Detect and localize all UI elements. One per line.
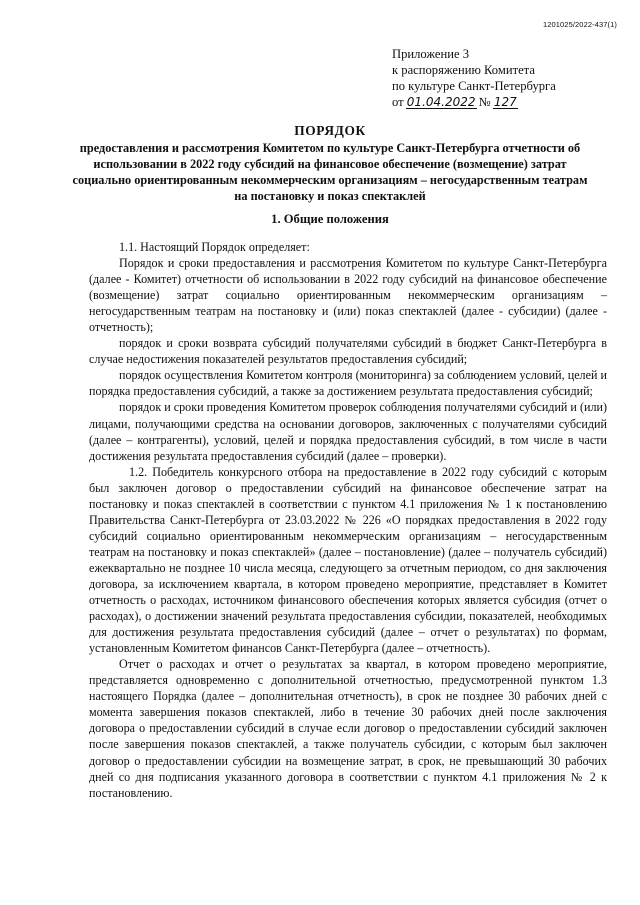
appendix-line-2: к распоряжению Комитета [392,63,535,77]
number-value: 127 [493,95,517,109]
document-body [89,239,607,801]
paragraph-order-terms: Порядок и сроки предоставления и рассмотрения Комитетом по культуре Санкт-Петербурга (далее - Комитет) отчетности об использовании в 2022 году субсидий на финансовое обеспечение (возмещение) затрат социально ориентированным некоммерческим организациям – негосударственным театрам на постановку и (или) показ спектаклей (далее - субсидии) (далее - отчетность); [89,256,607,335]
paragraph-1-2: 1.2. Победитель конкурсного отбора на предоставление в 2022 году субсидий с которым был заключен договор о предоставлении субсидий на финансовое обеспечение затрат на постановку и показ спектаклей в соответствии с пунктом 4.1 приложения № 1 к постановлению Правительства Санкт-Петербурга от 23.03.2022 № 226 «О порядках предоставления в 2022 году субсидий социально ориентированным некоммерческим организациям – негосударственным театрам на постановку и показ спектаклей» (далее – постановление) (далее – получатель субсидий) ежеквартально не позднее 10 числа месяца, следующего за отчетным периодом, со дня заключения договора, за исключением квартала, в котором проведено мероприятие, представляет в Комитет отчетность о расходах, источником финансового обеспечения которых является субсидия (отчет о расходах), о достижении значений результата предоставления субсидии, показателей, необходимых для достижения результата предоставления субсидий (далее – отчет о результатах) по формам, установленным Комитетом финансов Санкт-Петербурга (далее – отчетность). [89,464,607,656]
appendix-line-3: по культуре Санкт-Петербурга [392,79,556,93]
document-title: ПОРЯДОК [294,123,366,138]
date-prefix: от [392,95,404,109]
paragraph-quarter-report: Отчет о расходах и отчет о результатах за квартал, в котором проведено мероприятие, представляется одновременно с дополнительной отчетностью, предусмотренной пунктом 1.3 настоящего Порядка (далее – дополнительная отчетность), в срок не позднее 30 рабочих дней с момента завершения показов спектаклей, либо в течение 30 рабочих дней после заключения договора о предоставлении субсидий в случае если договор о предоставлении субсидий заключен после завершения показов спектаклей, а также получатель субсидии, с которым был заключен договор о предоставлении субсидии на возмещение затрат, в срок, не превышающий 30 рабочих дней со дня подписания указанного договора в соответствии с пунктом 4.1 приложения № 2 к постановлению. [89,657,607,800]
appendix-date-line [392,94,622,110]
section-heading: 1. Общие положения [271,212,389,226]
paragraph-control: порядок осуществления Комитетом контроля (мониторинга) за соблюдением условий, целей и порядка предоставления субсидий, а также за достижением результата предоставления субсидий; [89,368,607,399]
paragraph-1-1: 1.1. Настоящий Порядок определяет: [119,240,310,254]
appendix-block [392,46,622,110]
paragraph-refund: порядок и сроки возврата субсидий получателями субсидий в бюджет Санкт-Петербурга в случае недостижения показателей результатов предоставления субсидий; [89,336,607,367]
date-value: 01.04.2022 [406,95,476,109]
number-prefix: № [478,95,491,109]
paragraph-inspections: порядок и сроки проведения Комитетом проверок соблюдения получателями субсидий и (или) лицами, получающими средства на основании договоров, заключенных с получателями субсидий (далее – контрагенты), условий, целей и порядка предоставления субсидий, в том числе в части достижения результата предоставления субсидий (далее – проверки). [89,400,607,463]
appendix-line-1: Приложение 3 [392,47,470,61]
document-id: 1201025/2022-437(1) [542,20,617,29]
document-subtitle: предоставления и рассмотрения Комитетом по культуре Санкт-Петербурга отчетности об использовании в 2022 году субсидий на финансовое обеспечение (возмещение) затрат социально ориентированным некоммерческим организациям – негосударственным театрам на постановку и показ спектаклей [72,141,588,203]
